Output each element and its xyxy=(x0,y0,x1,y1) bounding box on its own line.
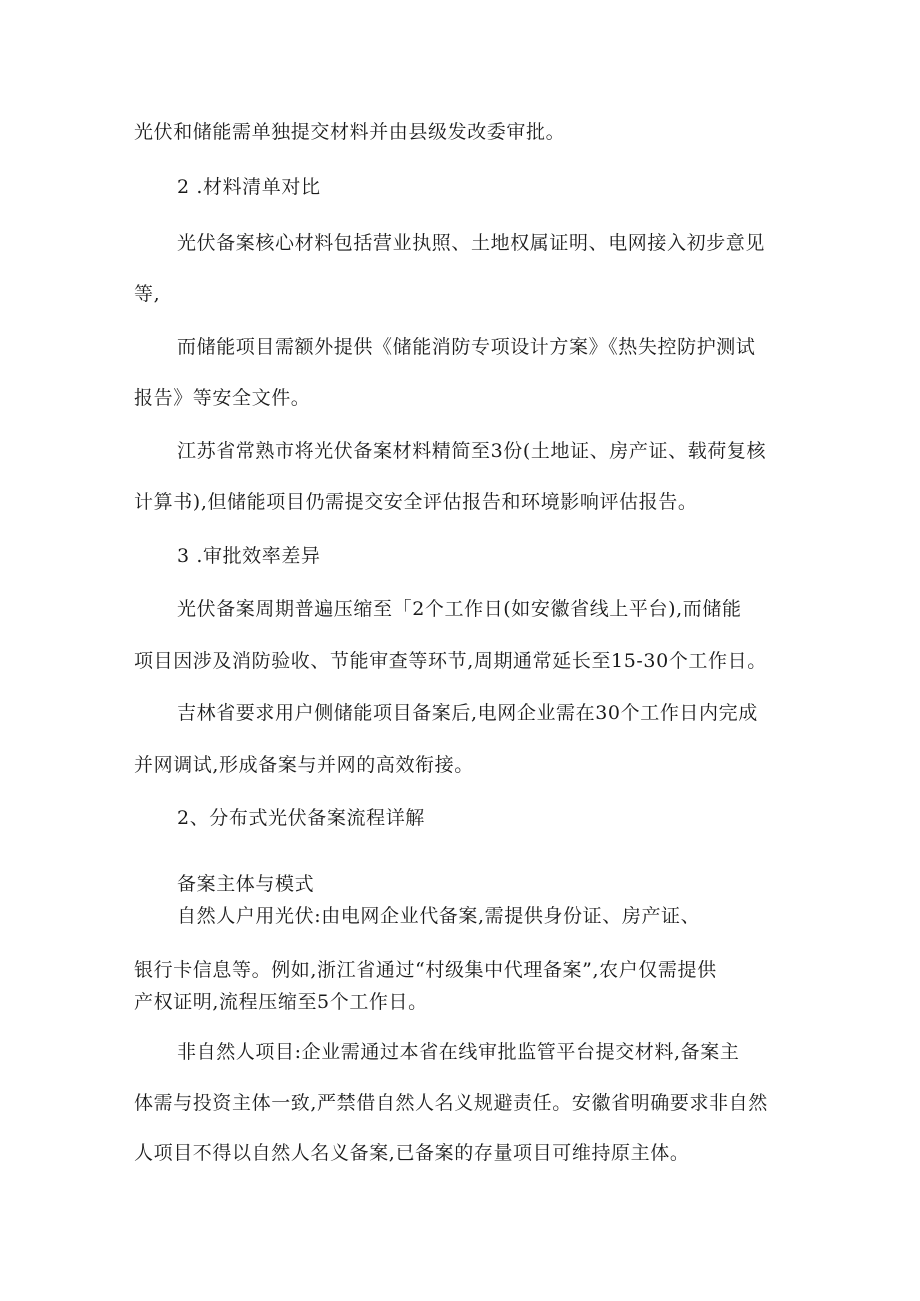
paragraph-line: 非自然人项目:企业需通过本省在线审批监管平台提交材料,备案主 xyxy=(177,1041,740,1063)
section-heading-approval-efficiency: 3 .审批效率差异 xyxy=(177,545,321,567)
paragraph-line: 光伏和储能需单独提交材料并由县级发改委审批。 xyxy=(134,121,566,143)
paragraph-line: 光伏备案周期普遍压缩至「2个工作日(如安徽省线上平台),而储能 xyxy=(177,598,742,620)
paragraph-line: 江苏省常熟市将光伏备案材料精简至3份(土地证、房产证、载荷复核 xyxy=(177,440,767,462)
paragraph-line: 产权证明,流程压缩至5个工作日。 xyxy=(134,991,428,1013)
paragraph-line: 等, xyxy=(134,283,161,305)
paragraph-line: 自然人户用光伏:由电网企业代备案,需提供身份证、房产证、 xyxy=(177,905,701,927)
paragraph-line: 并网调试,形成备案与并网的高效衔接。 xyxy=(134,754,474,776)
paragraph-line: 项目因涉及消防验收、节能审查等环节,周期通常延长至15-30个工作日。 xyxy=(134,650,767,672)
paragraph-line: 而储能项目需额外提供《储能消防专项设计方案》《热失控防护测试 xyxy=(177,336,756,358)
subheading-filing-subject: 备案主体与模式 xyxy=(177,873,315,895)
paragraph-line: 报告》等安全文件。 xyxy=(134,387,311,409)
paragraph-line: 体需与投资主体一致,严禁借自然人名义规避责任。安徽省明确要求非自然 xyxy=(134,1092,768,1114)
paragraph-line: 计算书),但储能项目仍需提交安全评估报告和环境影响评估报告。 xyxy=(134,491,698,513)
section-heading-material-list: 2 .材料清单对比 xyxy=(177,176,321,198)
paragraph-line: 吉林省要求用户侧储能项目备案后,电网企业需在30个工作日内完成 xyxy=(177,702,758,724)
paragraph-line: 人项目不得以自然人名义备案,已备案的存量项目可维持原主体。 xyxy=(134,1142,690,1164)
section-heading-filing-process: 2、分布式光伏备案流程详解 xyxy=(177,807,425,829)
paragraph-line: 银行卡信息等。例如,浙江省通过“村级集中代理备案”,农户仅需提供 xyxy=(134,959,717,981)
paragraph-line: 光伏备案核心材料包括营业执照、土地权属证明、电网接入初步意见 xyxy=(177,232,766,254)
